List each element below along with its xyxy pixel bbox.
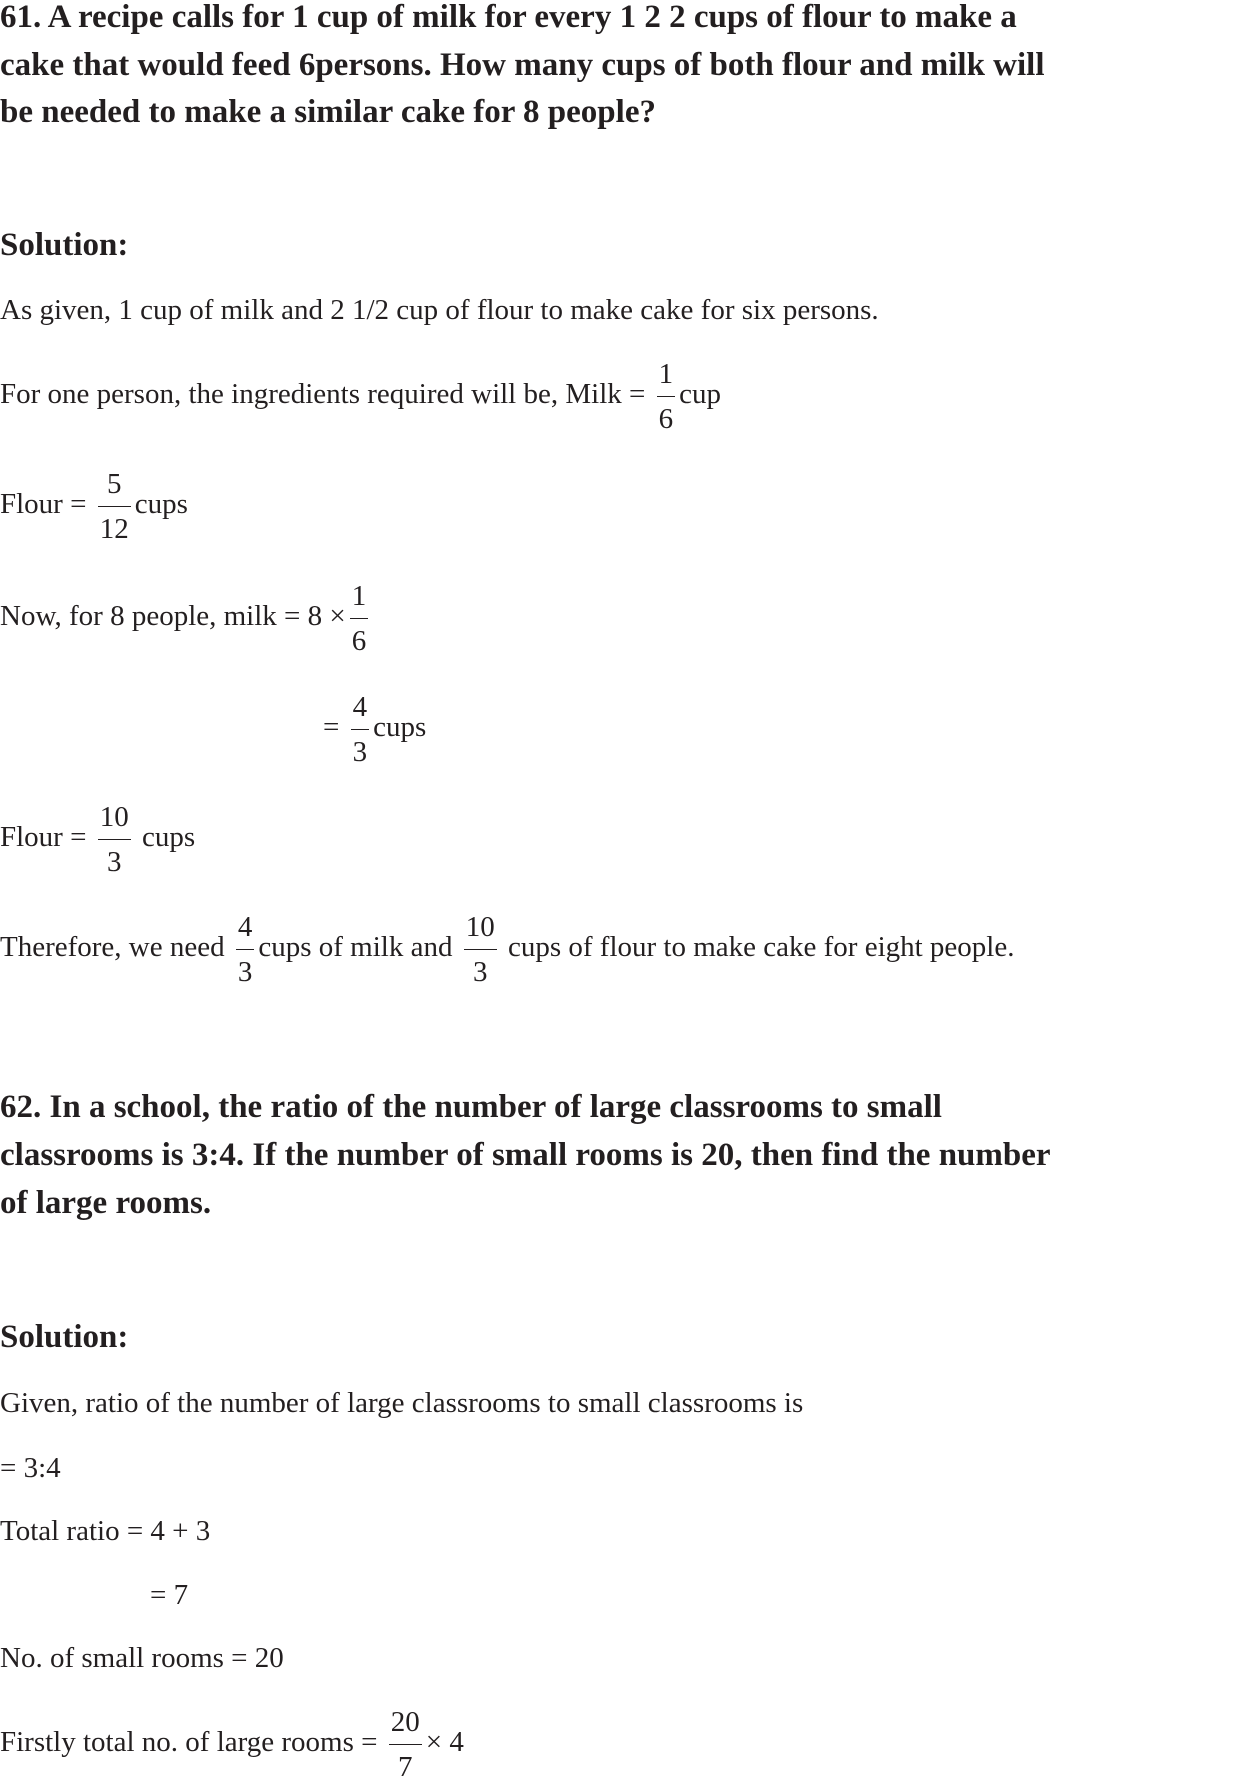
numerator: 10: [99, 801, 129, 833]
text: cups of milk and: [258, 931, 453, 964]
numerator: 1: [351, 580, 367, 612]
unit: cups: [373, 711, 427, 744]
unit: cups: [134, 488, 188, 521]
question-61-line-2: cake that would feed 6persons. How many cups of both flour and milk will: [0, 47, 1045, 83]
unit: cups: [141, 821, 196, 854]
denominator: 3: [106, 846, 122, 878]
question-62-line-3: of large rooms.: [0, 1185, 212, 1221]
numerator: 5: [106, 468, 122, 500]
fraction: [236, 905, 255, 994]
numerator: 20: [390, 1706, 420, 1738]
numerator: 10: [465, 911, 495, 943]
label: Firstly total no. of large rooms =: [0, 1726, 378, 1759]
conclusion-61: [0, 905, 1014, 994]
question-61-line-1: 61. A recipe calls for 1 cup of milk for every 1 2 2 cups of flour to make a: [0, 0, 1017, 35]
flour-per-person: [0, 462, 188, 551]
solution-62-heading: Solution:: [0, 1319, 129, 1355]
numerator: 4: [237, 911, 253, 943]
denominator: 12: [99, 513, 129, 545]
fraction: [350, 574, 369, 663]
question-61-line-3: be needed to make a similar cake for 8 people?: [0, 94, 656, 130]
ratio: = 3:4: [0, 1452, 61, 1484]
milk-eight-result: [323, 685, 426, 774]
label: Flour =: [0, 488, 87, 521]
milk-per-person: [0, 352, 721, 441]
denominator: 3: [237, 956, 253, 988]
question-62-line-1: 62. In a school, the ratio of the number of large classrooms to small: [0, 1089, 942, 1125]
text: Therefore, we need: [0, 931, 225, 964]
label: Now, for 8 people, milk =: [0, 600, 301, 633]
numerator: 4: [352, 691, 368, 723]
numerator: 1: [658, 358, 674, 390]
unit: cup: [679, 378, 721, 411]
small-rooms: No. of small rooms = 20: [0, 1642, 284, 1674]
fraction: [98, 462, 131, 551]
denominator: 3: [472, 956, 488, 988]
fraction: [464, 905, 497, 994]
solution-62-given: Given, ratio of the number of large classrooms to small classrooms is: [0, 1387, 804, 1419]
solution-61-given: As given, 1 cup of milk and 2 1/2 cup of flour to make cake for six persons.: [0, 294, 879, 326]
large-rooms: [0, 1700, 464, 1789]
denominator: 7: [397, 1751, 413, 1783]
label: Flour =: [0, 821, 87, 854]
total-ratio-result: = 7: [150, 1579, 189, 1611]
fraction: [98, 795, 131, 884]
total-ratio: Total ratio = 4 + 3: [0, 1515, 211, 1547]
text: cups of flour to make cake for eight people.: [507, 931, 1015, 964]
denominator: 6: [351, 625, 367, 657]
multiplier: 8 ×: [307, 600, 346, 633]
fraction: [389, 1700, 422, 1789]
flour-eight-people: [0, 795, 195, 884]
denominator: 6: [658, 403, 674, 435]
fraction: [351, 685, 370, 774]
label: For one person, the ingredients required will be, Milk =: [0, 378, 646, 411]
solution-61-heading: Solution:: [0, 227, 129, 263]
multiplier: × 4: [425, 1726, 464, 1759]
denominator: 3: [352, 736, 368, 768]
equals: =: [323, 711, 340, 744]
milk-eight-people: [0, 574, 372, 663]
question-62-line-2: classrooms is 3:4. If the number of small rooms is 20, then find the number: [0, 1137, 1051, 1173]
fraction: [657, 352, 676, 441]
